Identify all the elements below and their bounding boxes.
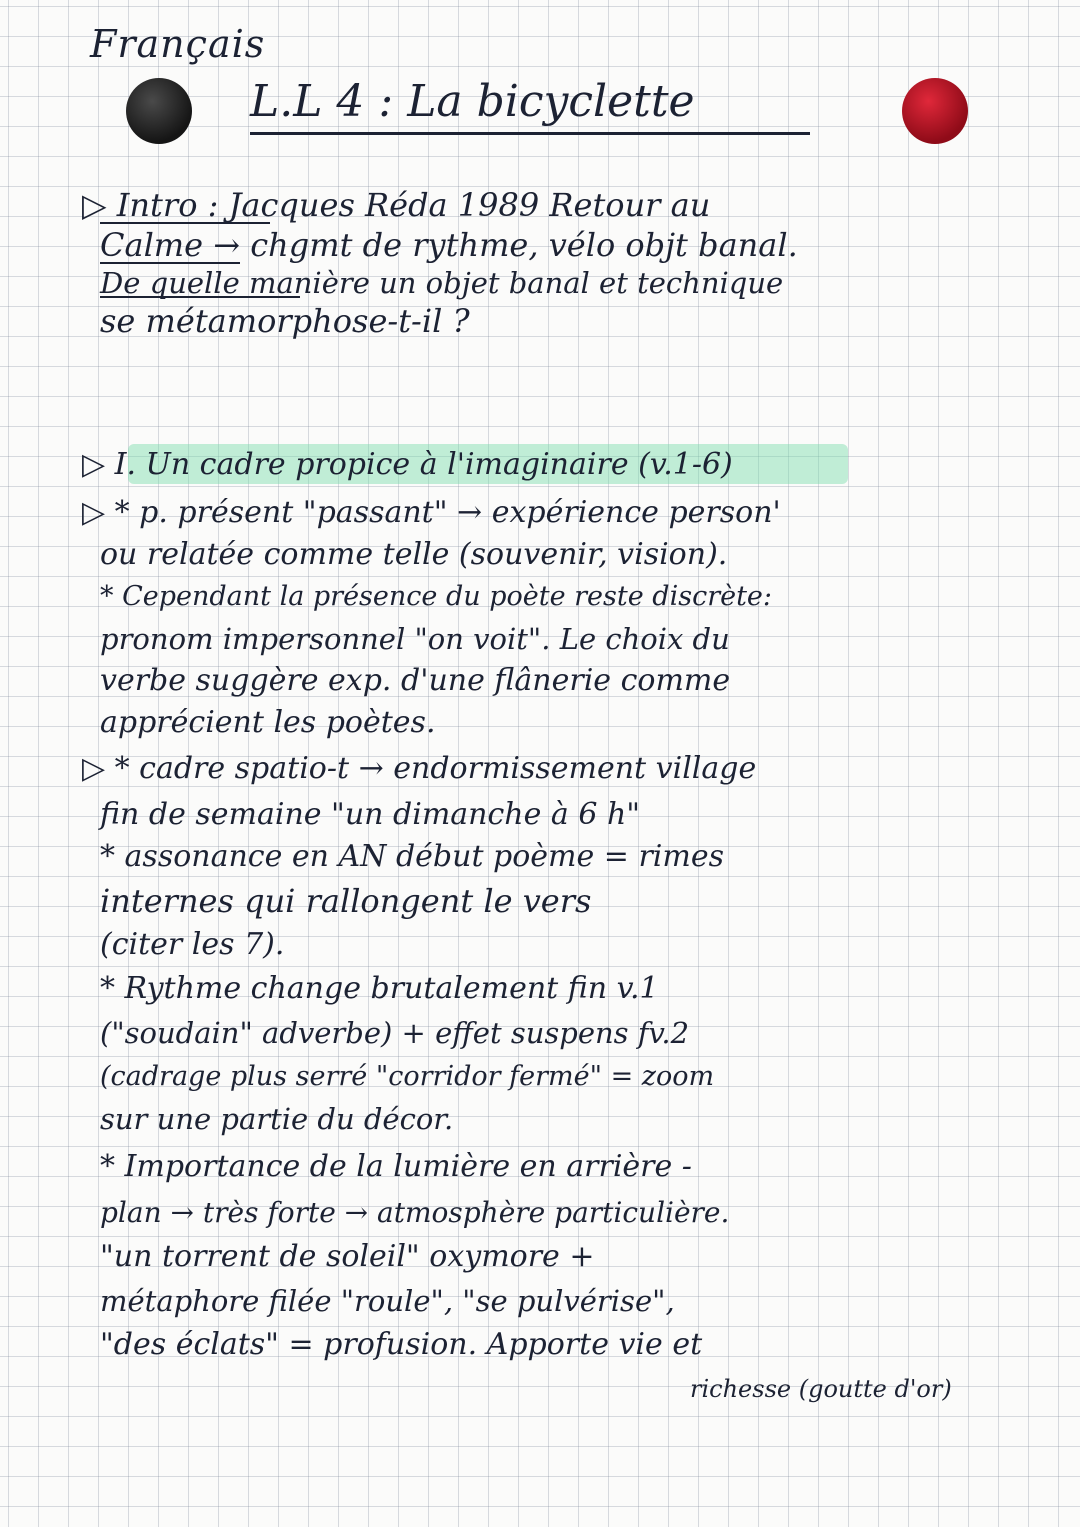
note-line: ("soudain" adverbe) + effet suspens fv.2 (100, 1016, 690, 1050)
note-line: ▷ Intro : Jacques Réda 1989 Retour au (82, 186, 711, 224)
note-line: apprécient les poètes. (100, 705, 436, 740)
note-line: Calme → chgmt de rythme, vélo objt banal. (100, 226, 798, 264)
subject-heading: Français (90, 22, 266, 66)
note-line: verbe suggère exp. d'une flânerie comme (100, 663, 731, 698)
note-line: "un torrent de soleil" oxymore + (100, 1239, 595, 1274)
note-line: * Importance de la lumière en arrière - (100, 1149, 692, 1184)
note-line: internes qui rallongent le vers (100, 882, 592, 920)
note-line: fin de semaine "un dimanche à 6 h" (100, 797, 641, 832)
note-line: De quelle manière un objet banal et technique (100, 266, 784, 300)
note-line: "des éclats" = profusion. Apporte vie et (100, 1327, 703, 1362)
note-line: plan → très forte → atmosphère particulière. (100, 1196, 730, 1229)
page-title: L.L 4 : La bicyclette (250, 76, 695, 127)
note-line: métaphore filée "roule", "se pulvérise", (100, 1284, 675, 1318)
note-line: (citer les 7). (100, 927, 285, 962)
note-line: sur une partie du décor. (100, 1102, 454, 1136)
note-line: se métamorphose-t-il ? (100, 302, 470, 340)
note-line: * Rythme change brutalement fin v.1 (100, 971, 659, 1006)
note-line: richesse (goutte d'or) (690, 1375, 952, 1403)
note-line: ▷ * p. présent "passant" → expérience person' (82, 495, 781, 530)
note-line: pronom impersonnel "on voit". Le choix du (100, 622, 730, 656)
note-line: * assonance en AN début poème = rimes (100, 839, 724, 874)
note-line: * Cependant la présence du poète reste discrète: (100, 581, 773, 612)
note-line: ▷ I. Un cadre propice à l'imaginaire (v.1-6) (82, 447, 733, 482)
note-line: ▷ * cadre spatio-t → endormissement village (82, 751, 757, 786)
note-line: ou relatée comme telle (souvenir, vision). (100, 537, 728, 572)
note-line: (cadrage plus serré "corridor fermé" = zoom (100, 1061, 715, 1092)
